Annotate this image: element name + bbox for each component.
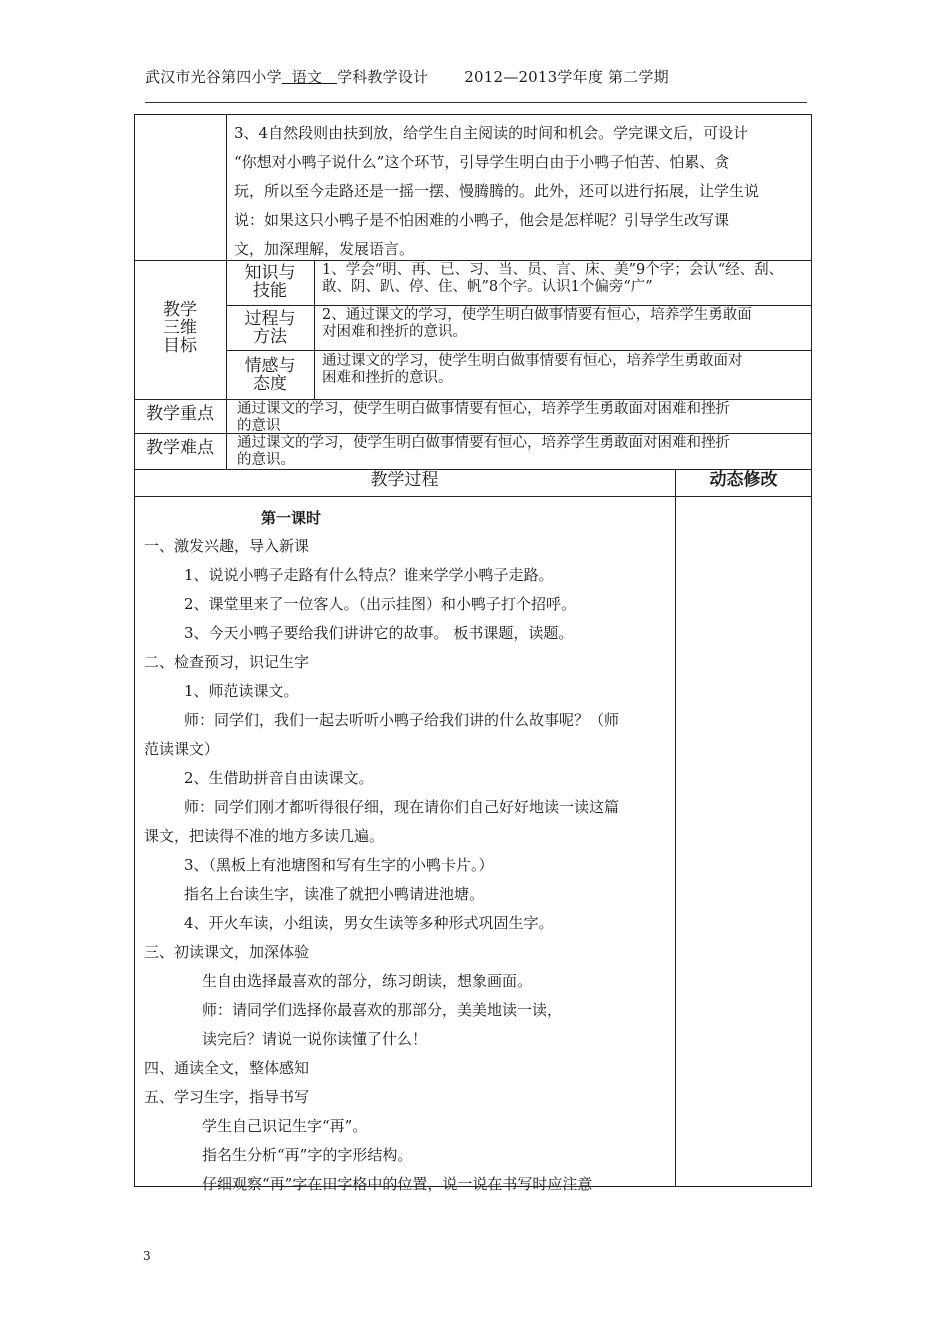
lesson-plan-table — [134, 114, 812, 1193]
process-line: 生自由选择最喜欢的部分，练习朗读，想象画面。 — [202, 972, 533, 990]
objectives-label: 教学 三维 目标 — [163, 300, 197, 356]
process-line: 3、（黑板上有池塘图和写有生字的小鸭卡片。） — [184, 856, 494, 874]
subject-name: 语文 — [291, 68, 323, 86]
process-line: 仔细观察“再”字在田字格中的位置，说一说在书写时应注意 — [202, 1175, 593, 1193]
process-line: 师：同学们，我们一起去听听小鸭子给我们讲的什么故事呢？（师 — [184, 711, 620, 729]
process-line: 课文，把读得不准的地方多读几遍。 — [144, 827, 385, 845]
intro-line: 文，加深理解，发展语言。 — [234, 240, 415, 258]
difficulty-label: 教学难点 — [146, 438, 214, 458]
emotion-attitude-content: 通过课文的学习，使学生明白做事情要有恒心，培养学生勇敢面对 困难和挫折的意识。 — [322, 353, 743, 386]
process-line: 五、学习生字，指导书写 — [144, 1088, 310, 1106]
process-line: 三、初读课文，加深体验 — [144, 943, 310, 961]
process-line: 一、激发兴趣，导入新课 — [144, 537, 310, 555]
page-header — [145, 66, 807, 87]
process-method-label: 过程与 方法 — [244, 309, 296, 347]
process-line: 二、检查预习，识记生字 — [144, 653, 310, 671]
process-method-content: 2、通过课文的学习，使学生明白做事情要有恒心，培养学生勇敢面 对困难和挫折的意识。 — [322, 307, 752, 340]
process-body — [134, 532, 674, 1199]
intro-line: “你想对小鸭子说什么”这个环节，引导学生明白由于小鸭子怕苦、怕累、贪 — [234, 153, 730, 171]
school-term: 第二学期 — [607, 68, 669, 86]
process-line: 2、课堂里来了一位客人。（出示挂图）和小鸭子打个招呼。 — [184, 595, 577, 613]
knowledge-skills-label: 知识与 技能 — [244, 263, 296, 301]
process-line: 读完后？请说一说你读懂了什么！ — [202, 1030, 428, 1048]
emotion-attitude-label: 情感与 态度 — [244, 356, 296, 394]
intro-line: 玩，所以至今走路还是一摇一摆、慢腾腾的。此外，还可以进行拓展，让学生说 — [234, 182, 760, 200]
process-line: 指名上台读生字，读准了就把小鸭请进池塘。 — [184, 885, 485, 903]
page-number: 3 — [143, 1249, 151, 1263]
process-line: 2、生借助拼音自由读课文。 — [184, 769, 374, 787]
process-header: 教学过程 — [370, 470, 439, 490]
school-year: 2012—2013学年度 — [464, 68, 604, 86]
process-line: 3、今天小鸭子要给我们讲讲它的故事。 板书课题，读题。 — [184, 624, 574, 642]
process-line: 师：同学们刚才都听得很仔细，现在请你们自己好好地读一读这篇 — [184, 798, 620, 816]
process-line: 范读课文） — [144, 740, 220, 758]
process-line: 1、说说小鸭子走路有什么特点？谁来学学小鸭子走路。 — [184, 566, 554, 584]
key-point-label: 教学重点 — [146, 404, 214, 424]
key-point-content: 通过课文的学习，使学生明白做事情要有恒心，培养学生勇敢面对困难和挫折 的意识 — [237, 401, 730, 434]
difficulty-content: 通过课文的学习，使学生明白做事情要有恒心，培养学生勇敢面对困难和挫折 的意识。 — [237, 435, 730, 468]
session-title: 第一课时 — [261, 509, 322, 527]
process-line: 4、开火车读，小组读，男女生读等多种形式巩固生字。 — [184, 914, 554, 932]
knowledge-skills-content: 1、学会“明、再、已、习、当、员、言、床、美”9个字；会认“经、刮、 敢、阴、趴、停、住、帆”8个字。认识1个偏旁“广” — [322, 262, 784, 295]
intro-paragraph — [234, 119, 808, 264]
design-title: 学科教学设计 — [337, 68, 429, 86]
revision-header: 动态修改 — [709, 470, 778, 490]
header-rule — [145, 102, 807, 103]
intro-line: 3、4自然段则由扶到放，给学生自主阅读的时间和机会。学完课文后，可设计 — [234, 124, 749, 142]
process-line: 1、师范读课文。 — [184, 682, 299, 700]
process-line: 学生自己识记生字“再”。 — [202, 1117, 368, 1135]
process-line: 师：请同学们选择你最喜欢的那部分，美美地读一读， — [202, 1001, 563, 1019]
school-name: 武汉市光谷第四小学 — [145, 68, 282, 86]
process-line: 指名生分析“再”字的字形结构。 — [202, 1146, 413, 1164]
process-line: 四、通读全文，整体感知 — [144, 1059, 310, 1077]
intro-line: 说：如果这只小鸭子是不怕困难的小鸭子，他会是怎样呢？引导学生改写课 — [234, 211, 730, 229]
